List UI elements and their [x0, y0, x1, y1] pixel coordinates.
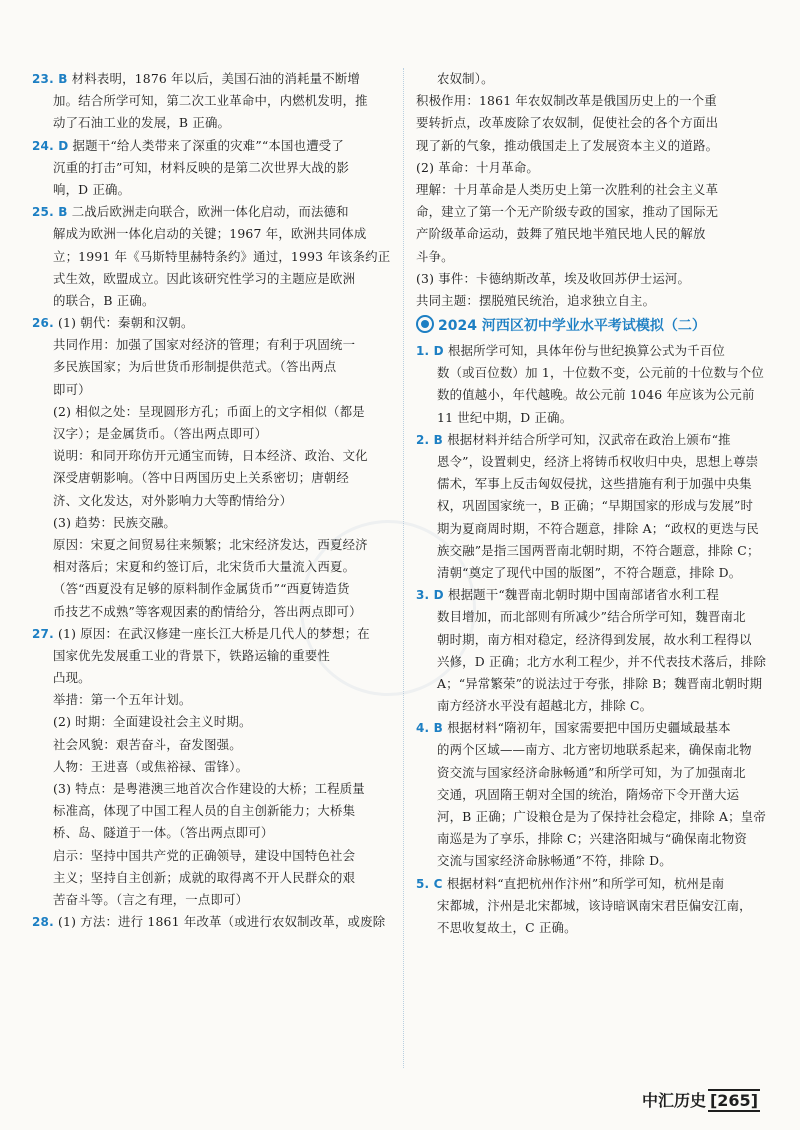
column-divider — [403, 68, 404, 1068]
answer-text: 主义；坚持自主创新；成就的取得离不开人民群众的艰 — [53, 869, 356, 885]
answer-text: (3) 趋势：民族交融。 — [53, 514, 177, 530]
answer-line — [416, 629, 770, 651]
answer-line: (3) 事件：卡德纳斯改革，埃及收回苏伊士运河。 — [416, 270, 691, 286]
section-marker-icon — [416, 315, 434, 333]
answer-text: 响，D 正确。 — [53, 181, 131, 197]
answer-text: 材料表明，1876 年以后，美国石油的消耗量不断增 — [71, 71, 361, 86]
right-column-continuation — [416, 68, 770, 312]
book-title: 中汇历史 — [641, 1091, 706, 1110]
answer-text: 根据材料“隋初年，国家需要把中国历史疆域最基本 — [447, 720, 731, 736]
section-heading-text: 2024 河西区初中学业水平考试模拟（二） — [438, 318, 706, 335]
answer-text: 儒术，军事上反击匈奴侵扰，这些措施有利于加强中央集 — [437, 476, 752, 492]
page-footer — [642, 1088, 760, 1112]
answer-text: 即可） — [53, 381, 91, 397]
answer-text: (2) 相似之处：呈现圆形方孔；币面上的文字相似（都是 — [53, 403, 365, 419]
answer-line: 共同主题：摆脱殖民统治，追求独立自主。 — [416, 292, 656, 308]
answer-text: 不思收复故土，C 正确。 — [437, 919, 577, 935]
answer-text: 权，巩固国家统一，B 正确；“早期国家的形成与发展”时 — [437, 498, 754, 514]
answer-line — [416, 562, 770, 584]
answer-line — [416, 340, 770, 362]
answer-item — [32, 623, 390, 911]
answer-item — [416, 429, 770, 584]
answer-line — [32, 800, 390, 822]
answer-line — [416, 895, 770, 917]
answer-text: (1) 朝代：秦朝和汉朝。 — [58, 315, 194, 331]
answer-line — [32, 667, 390, 689]
answer-text: 清朝“奠定了现代中国的版图”，不符合题意，排除 D。 — [437, 564, 742, 580]
answer-text: 国家优先发展重工业的背景下，铁路运输的重要性 — [53, 647, 330, 663]
answer-line — [416, 673, 770, 695]
section-heading — [416, 314, 770, 338]
answer-text: 根据题干“魏晋南北朝时期中国南部诸省水利工程 — [448, 587, 719, 603]
answer-line — [32, 379, 390, 401]
answer-text: 宋都城，汴州是北宋都城，该诗暗讽南宋君臣偏安江南， — [437, 897, 752, 913]
answer-line — [416, 717, 770, 739]
answer-line — [32, 135, 390, 157]
answer-line — [416, 384, 770, 406]
answer-line — [416, 784, 770, 806]
answer-item — [416, 584, 770, 717]
answer-text: 数目增加，而北部则有所减少”结合所学可知，魏晋南北 — [437, 609, 746, 625]
answer-line — [32, 822, 390, 844]
answer-text: 河，B 正确；广设粮仓是为了保持社会稳定，排除 A；皇帝 — [437, 809, 766, 824]
answer-line — [32, 157, 390, 179]
answer-item — [416, 873, 770, 940]
answer-line — [416, 518, 770, 540]
answer-text: 交通，巩固隋王朝对全国的统治，隋炀帝下令开凿大运 — [437, 786, 740, 802]
answer-line: (2) 革命：十月革命。 — [416, 159, 540, 175]
answer-text: 动了石油工业的发展，B 正确。 — [53, 115, 231, 131]
question-number: 27. — [32, 626, 54, 641]
answer-line — [32, 623, 390, 645]
answer-item — [32, 68, 390, 135]
answer-text: 数的值越小，年代越晚。故公元前 1046 年应该为公元前 — [437, 387, 755, 403]
answer-text: 人物：王进喜（或焦裕禄、雷锋）。 — [53, 758, 249, 774]
answer-text: 兴修，D 正确；北方水利工程少，并不代表技术落后，排除 — [437, 653, 767, 669]
answer-line — [32, 179, 390, 201]
answer-line — [32, 90, 390, 112]
answer-line — [32, 734, 390, 756]
answer-line — [32, 467, 390, 489]
answer-text: 说明：和同开珎仿开元通宝而铸，日本经济、政治、文化 — [53, 448, 368, 464]
answer-line — [32, 645, 390, 667]
answer-line — [416, 739, 770, 761]
question-number: 23. B — [32, 72, 68, 86]
answer-text: 式生效，欧盟成立。因此该研究性学习的主题应是欧洲 — [53, 270, 356, 286]
answer-line: 理解：十月革命是人类历史上第一次胜利的社会主义革 — [416, 181, 719, 197]
answer-text: 南巡是为了享乐，排除 C；兴建洛阳城与“确保南北物资 — [437, 831, 747, 847]
answer-line — [32, 423, 390, 445]
answer-line — [32, 290, 390, 312]
answer-text: 根据材料“直把杭州作汴州”和所学可知，杭州是南 — [446, 875, 725, 891]
answer-text: 根据材料并结合所学可知，汉武帝在政治上颁布“推 — [447, 431, 731, 447]
answer-line — [32, 268, 390, 290]
answer-line: 要转折点，改革废除了农奴制，促使社会的各个方面出 — [416, 115, 719, 131]
answer-text: 数（或百位数）加 1，十位数不变，公元前的十位数与个位 — [437, 365, 764, 381]
answer-line — [416, 695, 770, 717]
answer-line — [32, 312, 390, 334]
answer-line — [32, 556, 390, 578]
answer-line — [32, 778, 390, 800]
answer-line — [32, 445, 390, 467]
answer-item — [416, 717, 770, 872]
question-number: 1. D — [416, 344, 444, 359]
question-number: 26. — [32, 316, 54, 331]
left-column — [32, 68, 390, 933]
answer-text: 举措：第一个五年计划。 — [53, 692, 192, 708]
question-number: 25. B — [32, 205, 68, 220]
answer-text: 二战后欧洲走向联合，欧洲一体化启动，而法德和 — [71, 204, 349, 220]
page-number: [265] — [709, 1091, 758, 1110]
answer-text: 济、文化发达，对外影响力大等酌情给分） — [53, 492, 293, 508]
answer-text: 立；1991 年《马斯特里赫特条约》通过，1993 年该条约正 — [53, 248, 390, 264]
answer-line — [32, 246, 390, 268]
answer-line — [32, 911, 390, 933]
answer-line — [32, 756, 390, 778]
answer-text: 解成为欧洲一体化启动的关键；1967 年，欧洲共同体成 — [53, 226, 367, 242]
answer-line — [416, 362, 770, 384]
answer-text: 凸现。 — [53, 670, 91, 686]
answer-line: 斗争。 — [416, 248, 454, 264]
answer-text: (2) 时期：全面建设社会主义时期。 — [53, 714, 252, 730]
answer-item — [32, 911, 390, 933]
answer-item — [32, 135, 390, 202]
answer-text: 资交流与国家经济命脉畅通”和所学可知，为了加强南北 — [437, 764, 746, 780]
answer-line — [416, 873, 770, 895]
answer-text: 族交融”是指三国两晋南北朝时期，不符合题意，排除 C； — [437, 542, 760, 558]
answer-text: 南方经济水平没有超越北方，排除 C。 — [437, 698, 653, 714]
answer-line — [32, 867, 390, 889]
answer-line — [32, 601, 390, 623]
question-number: 4. B — [416, 721, 444, 736]
answer-line — [32, 401, 390, 423]
answer-line — [32, 845, 390, 867]
answer-item — [32, 312, 390, 623]
answer-line — [416, 429, 770, 451]
answer-text: （答“西夏没有足够的原料制作金属货币”“西夏铸造货 — [53, 581, 350, 597]
answer-text: 加。结合所学可知，第二次工业革命中，内燃机发明，推 — [53, 93, 368, 109]
answer-text: 恩令”，设置刺史，经济上将铸币权收归中央，思想上尊崇 — [437, 454, 759, 469]
question-number: 24. D — [32, 138, 69, 153]
question-number: 3. D — [416, 588, 444, 603]
answer-line — [416, 407, 770, 429]
page-number-value: 265 — [717, 1091, 751, 1110]
answer-line — [416, 584, 770, 606]
answer-text: (3) 特点：是粤港澳三地首次合作建设的大桥；工程质量 — [53, 781, 365, 796]
answer-text: 交流与国家经济命脉畅通”不符，排除 D。 — [437, 853, 672, 869]
question-number: 28. — [32, 915, 54, 930]
answer-text: 朝时期，南方相对稳定，经济得到发展，故水利工程得以 — [437, 631, 752, 647]
answer-item — [32, 201, 390, 312]
answer-line — [416, 806, 770, 828]
answer-text: 的两个区域——南方、北方密切地联系起来，确保南北物 — [437, 742, 752, 758]
answer-line — [416, 651, 770, 673]
answer-text: (1) 原因：在武汉修建一座长江大桥是几代人的梦想；在 — [58, 625, 370, 641]
answer-text: 据题干“给人类带来了深重的灾难”“本国也遭受了 — [72, 137, 344, 153]
answer-text: 相对落后；宋夏和约签订后，北宋货币大量流入西夏。 — [53, 559, 356, 575]
answer-text: 桥、岛、隧道于一体。（答出两点即可） — [53, 825, 274, 841]
answer-line — [32, 512, 390, 534]
answer-line — [32, 490, 390, 512]
right-column-answers — [416, 340, 770, 939]
answer-line — [32, 711, 390, 733]
answer-line — [32, 578, 390, 600]
answer-text: 汉字）；是金属货币。（答出两点即可） — [53, 426, 268, 441]
answer-line — [416, 540, 770, 562]
answer-line — [416, 850, 770, 872]
answer-line: 农奴制）。 — [437, 71, 494, 86]
answer-text: 苦奋斗等。（言之有理，一点即可） — [53, 891, 249, 907]
answer-text: 11 世纪中期，D 正确。 — [437, 409, 573, 425]
answer-text: 币技艺不成熟”等客观因素的酌情给分，答出两点即可） — [53, 603, 362, 619]
answer-text: A；“异常繁荣”的说法过于夸张，排除 B；魏晋南北朝时期 — [437, 675, 763, 691]
answer-line — [32, 201, 390, 223]
answer-text: 深受唐朝影响。（答中日两国历史上关系密切；唐朝经 — [53, 470, 349, 486]
answer-line — [416, 606, 770, 628]
question-number: 5. C — [416, 876, 443, 891]
answer-line — [416, 451, 770, 473]
answer-item — [416, 340, 770, 429]
answer-line: 现了新的气象，推动俄国走上了发展资本主义的道路。 — [416, 137, 719, 153]
answer-text: 期为夏商周时期，不符合题意，排除 A；“政权的更迭与民 — [437, 520, 759, 536]
answer-line — [32, 889, 390, 911]
answer-text: 沉重的打击”可知，材料反映的是第二次世界大战的影 — [53, 159, 350, 175]
answer-line — [416, 917, 770, 939]
answer-line — [32, 223, 390, 245]
answer-line: 产阶级革命运动，鼓舞了殖民地半殖民地人民的解放 — [416, 226, 706, 242]
answer-line: 命，建立了第一个无产阶级专政的国家，推动了国际无 — [416, 204, 719, 220]
answer-line — [32, 356, 390, 378]
answer-text: 多民族国家；为后世货币形制提供范式。（答出两点 — [53, 359, 337, 375]
answer-line — [416, 762, 770, 784]
answer-text: (1) 方法：进行 1861 年改革（或进行农奴制改革，或废除 — [58, 914, 386, 930]
answer-line — [32, 534, 390, 556]
answer-text: 社会风貌：艰苦奋斗，奋发图强。 — [53, 736, 242, 752]
question-number: 2. B — [416, 432, 444, 447]
answer-line — [32, 689, 390, 711]
answer-line — [32, 112, 390, 134]
answer-text: 原因：宋夏之间贸易往来频繁；北宋经济发达，西夏经济 — [53, 536, 368, 552]
answer-text: 启示：坚持中国共产党的正确领导，建设中国特色社会 — [53, 847, 356, 863]
right-column — [416, 68, 770, 939]
answer-text: 共同作用：加强了国家对经济的管理；有利于巩固统一 — [53, 337, 356, 353]
answer-line — [32, 68, 390, 90]
answer-line — [416, 828, 770, 850]
answer-text: 标准高，体现了中国工程人员的自主创新能力；大桥集 — [53, 803, 356, 819]
answer-line — [416, 473, 770, 495]
answer-text: 的联合，B 正确。 — [53, 292, 155, 308]
answer-line: 积极作用：1861 年农奴制改革是俄国历史上的一个重 — [416, 93, 717, 109]
answer-text: 根据所学可知，具体年份与世纪换算公式为千百位 — [448, 343, 725, 359]
answer-line — [32, 334, 390, 356]
answer-line — [416, 495, 770, 517]
